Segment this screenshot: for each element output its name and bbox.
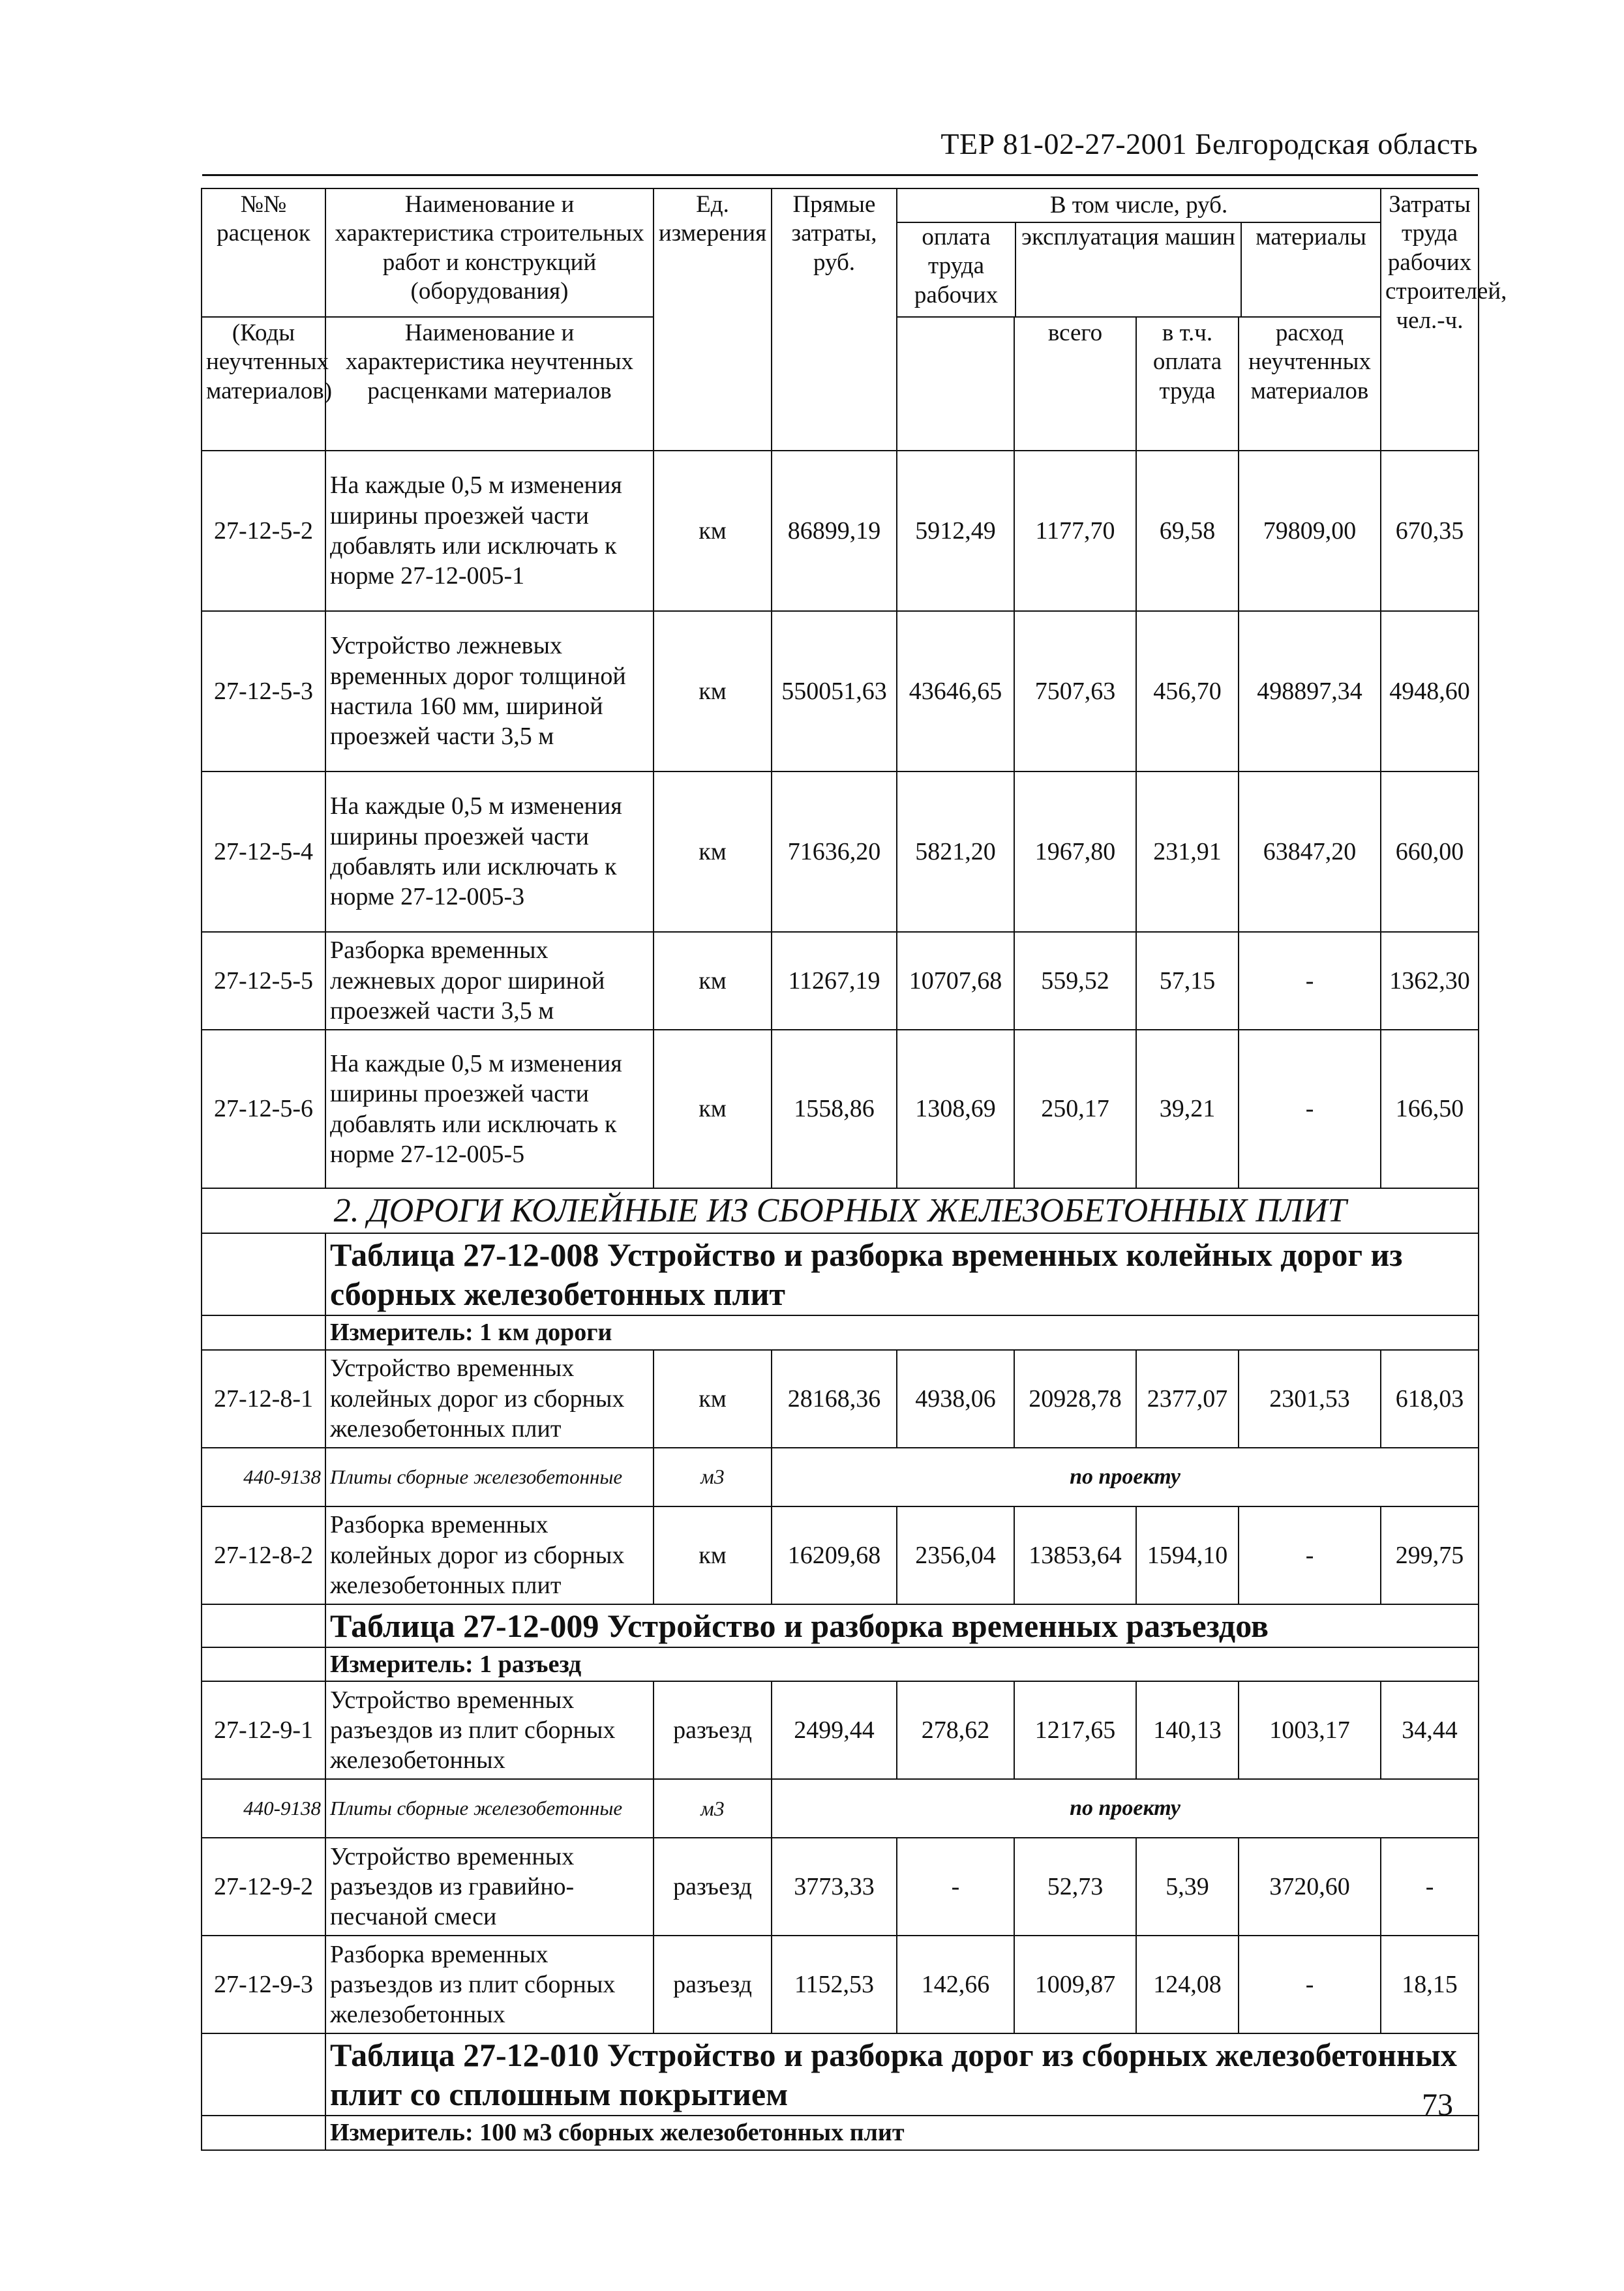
- section-row: [202, 1188, 1479, 1233]
- header-title: ТЕР 81-02-27-2001 Белгородская область: [940, 127, 1478, 160]
- materials: 2301,53: [1239, 1350, 1381, 1448]
- work-name: Разборка временных разъездов из плит сборных железобетонных: [325, 1936, 654, 2033]
- materials: 498897,34: [1239, 611, 1381, 771]
- machines-wage: 5,39: [1136, 1838, 1239, 1936]
- table-008-measure: Измеритель: 1 км дороги: [325, 1315, 1479, 1349]
- wage: -: [897, 1838, 1014, 1936]
- machines-wage: 57,15: [1136, 932, 1239, 1030]
- wage: 278,62: [897, 1681, 1014, 1779]
- col-materials-header: материалы: [1256, 224, 1366, 250]
- machines-wage: 140,13: [1136, 1681, 1239, 1779]
- machines-wage: 39,21: [1136, 1030, 1239, 1188]
- machines: 559,52: [1014, 932, 1136, 1030]
- machines: 13853,64: [1014, 1506, 1136, 1604]
- rates-table: [201, 188, 1507, 2151]
- table-row: [202, 771, 1479, 932]
- incl-group-title: В том числе, руб.: [897, 189, 1380, 223]
- rate-code: 27-12-9-3: [202, 1936, 325, 2033]
- materials: -: [1239, 1936, 1381, 2033]
- table-row: [202, 1030, 1479, 1188]
- table-row: [202, 451, 1479, 611]
- labor: 1362,30: [1381, 932, 1479, 1030]
- machines: 1967,80: [1014, 771, 1136, 932]
- machines-wage: 1594,10: [1136, 1506, 1239, 1604]
- table-title-row: [202, 2033, 1479, 2116]
- col-unit-header: Ед. измерения: [654, 188, 772, 451]
- table-title-row: [202, 1233, 1479, 1315]
- table-009-measure: Измеритель: 1 разъезд: [325, 1647, 1479, 1681]
- rate-code: 27-12-9-2: [202, 1838, 325, 1936]
- materials: -: [1239, 932, 1381, 1030]
- unit: разъезд: [654, 1681, 772, 1779]
- wage: 4938,06: [897, 1350, 1014, 1448]
- work-name: На каждые 0,5 м изменения ширины проезжей части добавлять или исключать к норме 27-12-005-3: [325, 771, 654, 932]
- wage: 10707,68: [897, 932, 1014, 1030]
- col-code-header: №№ расценок: [202, 188, 325, 317]
- materials: 79809,00: [1239, 451, 1381, 611]
- machines: 1009,87: [1014, 1936, 1136, 2033]
- incl-group-header: [897, 188, 1381, 317]
- unit: км: [654, 1506, 772, 1604]
- work-name: Разборка временных лежневых дорог шириной проезжей части 3,5 м: [325, 932, 654, 1030]
- col-machines-header: эксплуатация машин: [1016, 223, 1242, 316]
- material-code: 440-9138: [202, 1779, 325, 1838]
- direct-cost: 71636,20: [772, 771, 897, 932]
- unit: км: [654, 1350, 772, 1448]
- work-name: Устройство временных колейных дорог из сборных железобетонных плит: [325, 1350, 654, 1448]
- materials: -: [1239, 1506, 1381, 1604]
- labor: 660,00: [1381, 771, 1479, 932]
- machines-wage: 2377,07: [1136, 1350, 1239, 1448]
- material-code: 440-9138: [202, 1448, 325, 1506]
- col-wage-header: оплата труда рабочих: [897, 223, 1016, 316]
- work-name: На каждые 0,5 м изменения ширины проезжей части добавлять или исключать к норме 27-12-005-5: [325, 1030, 654, 1188]
- rate-code: 27-12-5-2: [202, 451, 325, 611]
- labor: 4948,60: [1381, 611, 1479, 771]
- wage: 5821,20: [897, 771, 1014, 932]
- wage: 43646,65: [897, 611, 1014, 771]
- section-title: 2. ДОРОГИ КОЛЕЙНЫЕ ИЗ СБОРНЫХ ЖЕЛЕЗОБЕТОННЫХ ПЛИТ: [202, 1188, 1479, 1233]
- material-note: по проекту: [772, 1448, 1479, 1506]
- work-name: Устройство лежневых временных дорог толщиной настила 160 мм, шириной проезжей части 3,5 м: [325, 611, 654, 771]
- page-number: 73: [1422, 2088, 1453, 2122]
- col-direct-header: Прямые затраты, руб.: [772, 188, 897, 451]
- machines-wage: 69,58: [1136, 451, 1239, 611]
- machines: 250,17: [1014, 1030, 1136, 1188]
- table-row: [202, 1350, 1479, 1448]
- table-009-title: Таблица 27-12-009 Устройство и разборка временных разъездов: [325, 1604, 1479, 1647]
- direct-cost: 550051,63: [772, 611, 897, 771]
- labor: 18,15: [1381, 1936, 1479, 2033]
- col-total-header: всего: [1014, 317, 1136, 451]
- work-name: Разборка временных колейных дорог из сборных железобетонных плит: [325, 1506, 654, 1604]
- rate-code: 27-12-8-1: [202, 1350, 325, 1448]
- machines-wage: 231,91: [1136, 771, 1239, 932]
- table-row: [202, 1681, 1479, 1779]
- direct-cost: 28168,36: [772, 1350, 897, 1448]
- materials: 3720,60: [1239, 1838, 1381, 1936]
- table-010-title: Таблица 27-12-010 Устройство и разборка дорог из сборных железобетонных плит со сплошным покрытием: [325, 2033, 1479, 2116]
- labor: -: [1381, 1838, 1479, 1936]
- work-name: На каждые 0,5 м изменения ширины проезжей части добавлять или исключать к норме 27-12-005-1: [325, 451, 654, 611]
- machines: 7507,63: [1014, 611, 1136, 771]
- table-row: [202, 1838, 1479, 1936]
- rate-code: 27-12-8-2: [202, 1506, 325, 1604]
- labor: 670,35: [1381, 451, 1479, 611]
- wage: 1308,69: [897, 1030, 1014, 1188]
- empty-cell: [202, 1233, 325, 1315]
- unit: км: [654, 611, 772, 771]
- empty-cell: [202, 2116, 325, 2149]
- unit: км: [654, 451, 772, 611]
- unit: км: [654, 1030, 772, 1188]
- direct-cost: 1152,53: [772, 1936, 897, 2033]
- direct-cost: 86899,19: [772, 451, 897, 611]
- rate-code: 27-12-9-1: [202, 1681, 325, 1779]
- empty-cell: [202, 1604, 325, 1647]
- material-name: Плиты сборные железобетонные: [325, 1448, 654, 1506]
- labor: 34,44: [1381, 1681, 1479, 1779]
- direct-cost: 16209,68: [772, 1506, 897, 1604]
- labor: 166,50: [1381, 1030, 1479, 1188]
- table-row: [202, 1936, 1479, 2033]
- unit: разъезд: [654, 1838, 772, 1936]
- material-name: Плиты сборные железобетонные: [325, 1779, 654, 1838]
- machines: 1217,65: [1014, 1681, 1136, 1779]
- col-unacc-header: расход неучтенных материалов: [1239, 317, 1381, 451]
- table-row: [202, 611, 1479, 771]
- empty-cell: [202, 1647, 325, 1681]
- material-row: [202, 1779, 1479, 1838]
- col-name-header: Наименование и характеристика строительных работ и конструкций (оборудования): [325, 188, 654, 317]
- material-unit: м3: [654, 1779, 772, 1838]
- machines: 52,73: [1014, 1838, 1136, 1936]
- measure-row: [202, 1315, 1479, 1349]
- table-row: [202, 932, 1479, 1030]
- unit: км: [654, 932, 772, 1030]
- materials: -: [1239, 1030, 1381, 1188]
- header-row-1: [202, 188, 1479, 317]
- work-name: Устройство временных разъездов из гравийно-песчаной смеси: [325, 1838, 654, 1936]
- table-008-title: Таблица 27-12-008 Устройство и разборка временных колейных дорог из сборных железобетонных плит: [325, 1233, 1479, 1315]
- machines-wage: 456,70: [1136, 611, 1239, 771]
- rate-code: 27-12-5-5: [202, 932, 325, 1030]
- direct-cost: 2499,44: [772, 1681, 897, 1779]
- materials: 1003,17: [1239, 1681, 1381, 1779]
- rate-code: 27-12-5-3: [202, 611, 325, 771]
- page-header: [202, 124, 1478, 176]
- rate-code: 27-12-5-6: [202, 1030, 325, 1188]
- material-note: по проекту: [772, 1779, 1479, 1838]
- empty-cell: [202, 1315, 325, 1349]
- measure-row: [202, 2116, 1479, 2149]
- work-name: Устройство временных разъездов из плит сборных железобетонных: [325, 1681, 654, 1779]
- unit: разъезд: [654, 1936, 772, 2033]
- direct-cost: 11267,19: [772, 932, 897, 1030]
- materials: 63847,20: [1239, 771, 1381, 932]
- rate-code: 27-12-5-4: [202, 771, 325, 932]
- empty-cell: [202, 2033, 325, 2116]
- machines: 20928,78: [1014, 1350, 1136, 1448]
- machines-wage: 124,08: [1136, 1936, 1239, 2033]
- table-title-row: [202, 1604, 1479, 1647]
- direct-cost: 1558,86: [772, 1030, 897, 1188]
- col-incl-wage-header: в т.ч. оплата труда: [1136, 317, 1239, 451]
- measure-row: [202, 1647, 1479, 1681]
- header-rule: [202, 174, 1478, 176]
- labor: 618,03: [1381, 1350, 1479, 1448]
- table-row: [202, 1506, 1479, 1604]
- col-code-alt-header: (Коды неучтенных материалов): [202, 317, 325, 451]
- labor: 299,75: [1381, 1506, 1479, 1604]
- unit: км: [654, 771, 772, 932]
- wage: 2356,04: [897, 1506, 1014, 1604]
- col-labor-header: Затраты труда рабочих строителей, чел.-ч.: [1381, 188, 1479, 451]
- direct-cost: 3773,33: [772, 1838, 897, 1936]
- material-unit: м3: [654, 1448, 772, 1506]
- wage: 142,66: [897, 1936, 1014, 2033]
- col-wage-cont: [897, 317, 1014, 451]
- wage: 5912,49: [897, 451, 1014, 611]
- material-row: [202, 1448, 1479, 1506]
- col-name-alt-header: Наименование и характеристика неучтенных расценками материалов: [325, 317, 654, 451]
- table-010-measure: Измеритель: 100 м3 сборных железобетонных плит: [325, 2116, 1479, 2149]
- machines: 1177,70: [1014, 451, 1136, 611]
- incl-subheaders: [897, 223, 1380, 316]
